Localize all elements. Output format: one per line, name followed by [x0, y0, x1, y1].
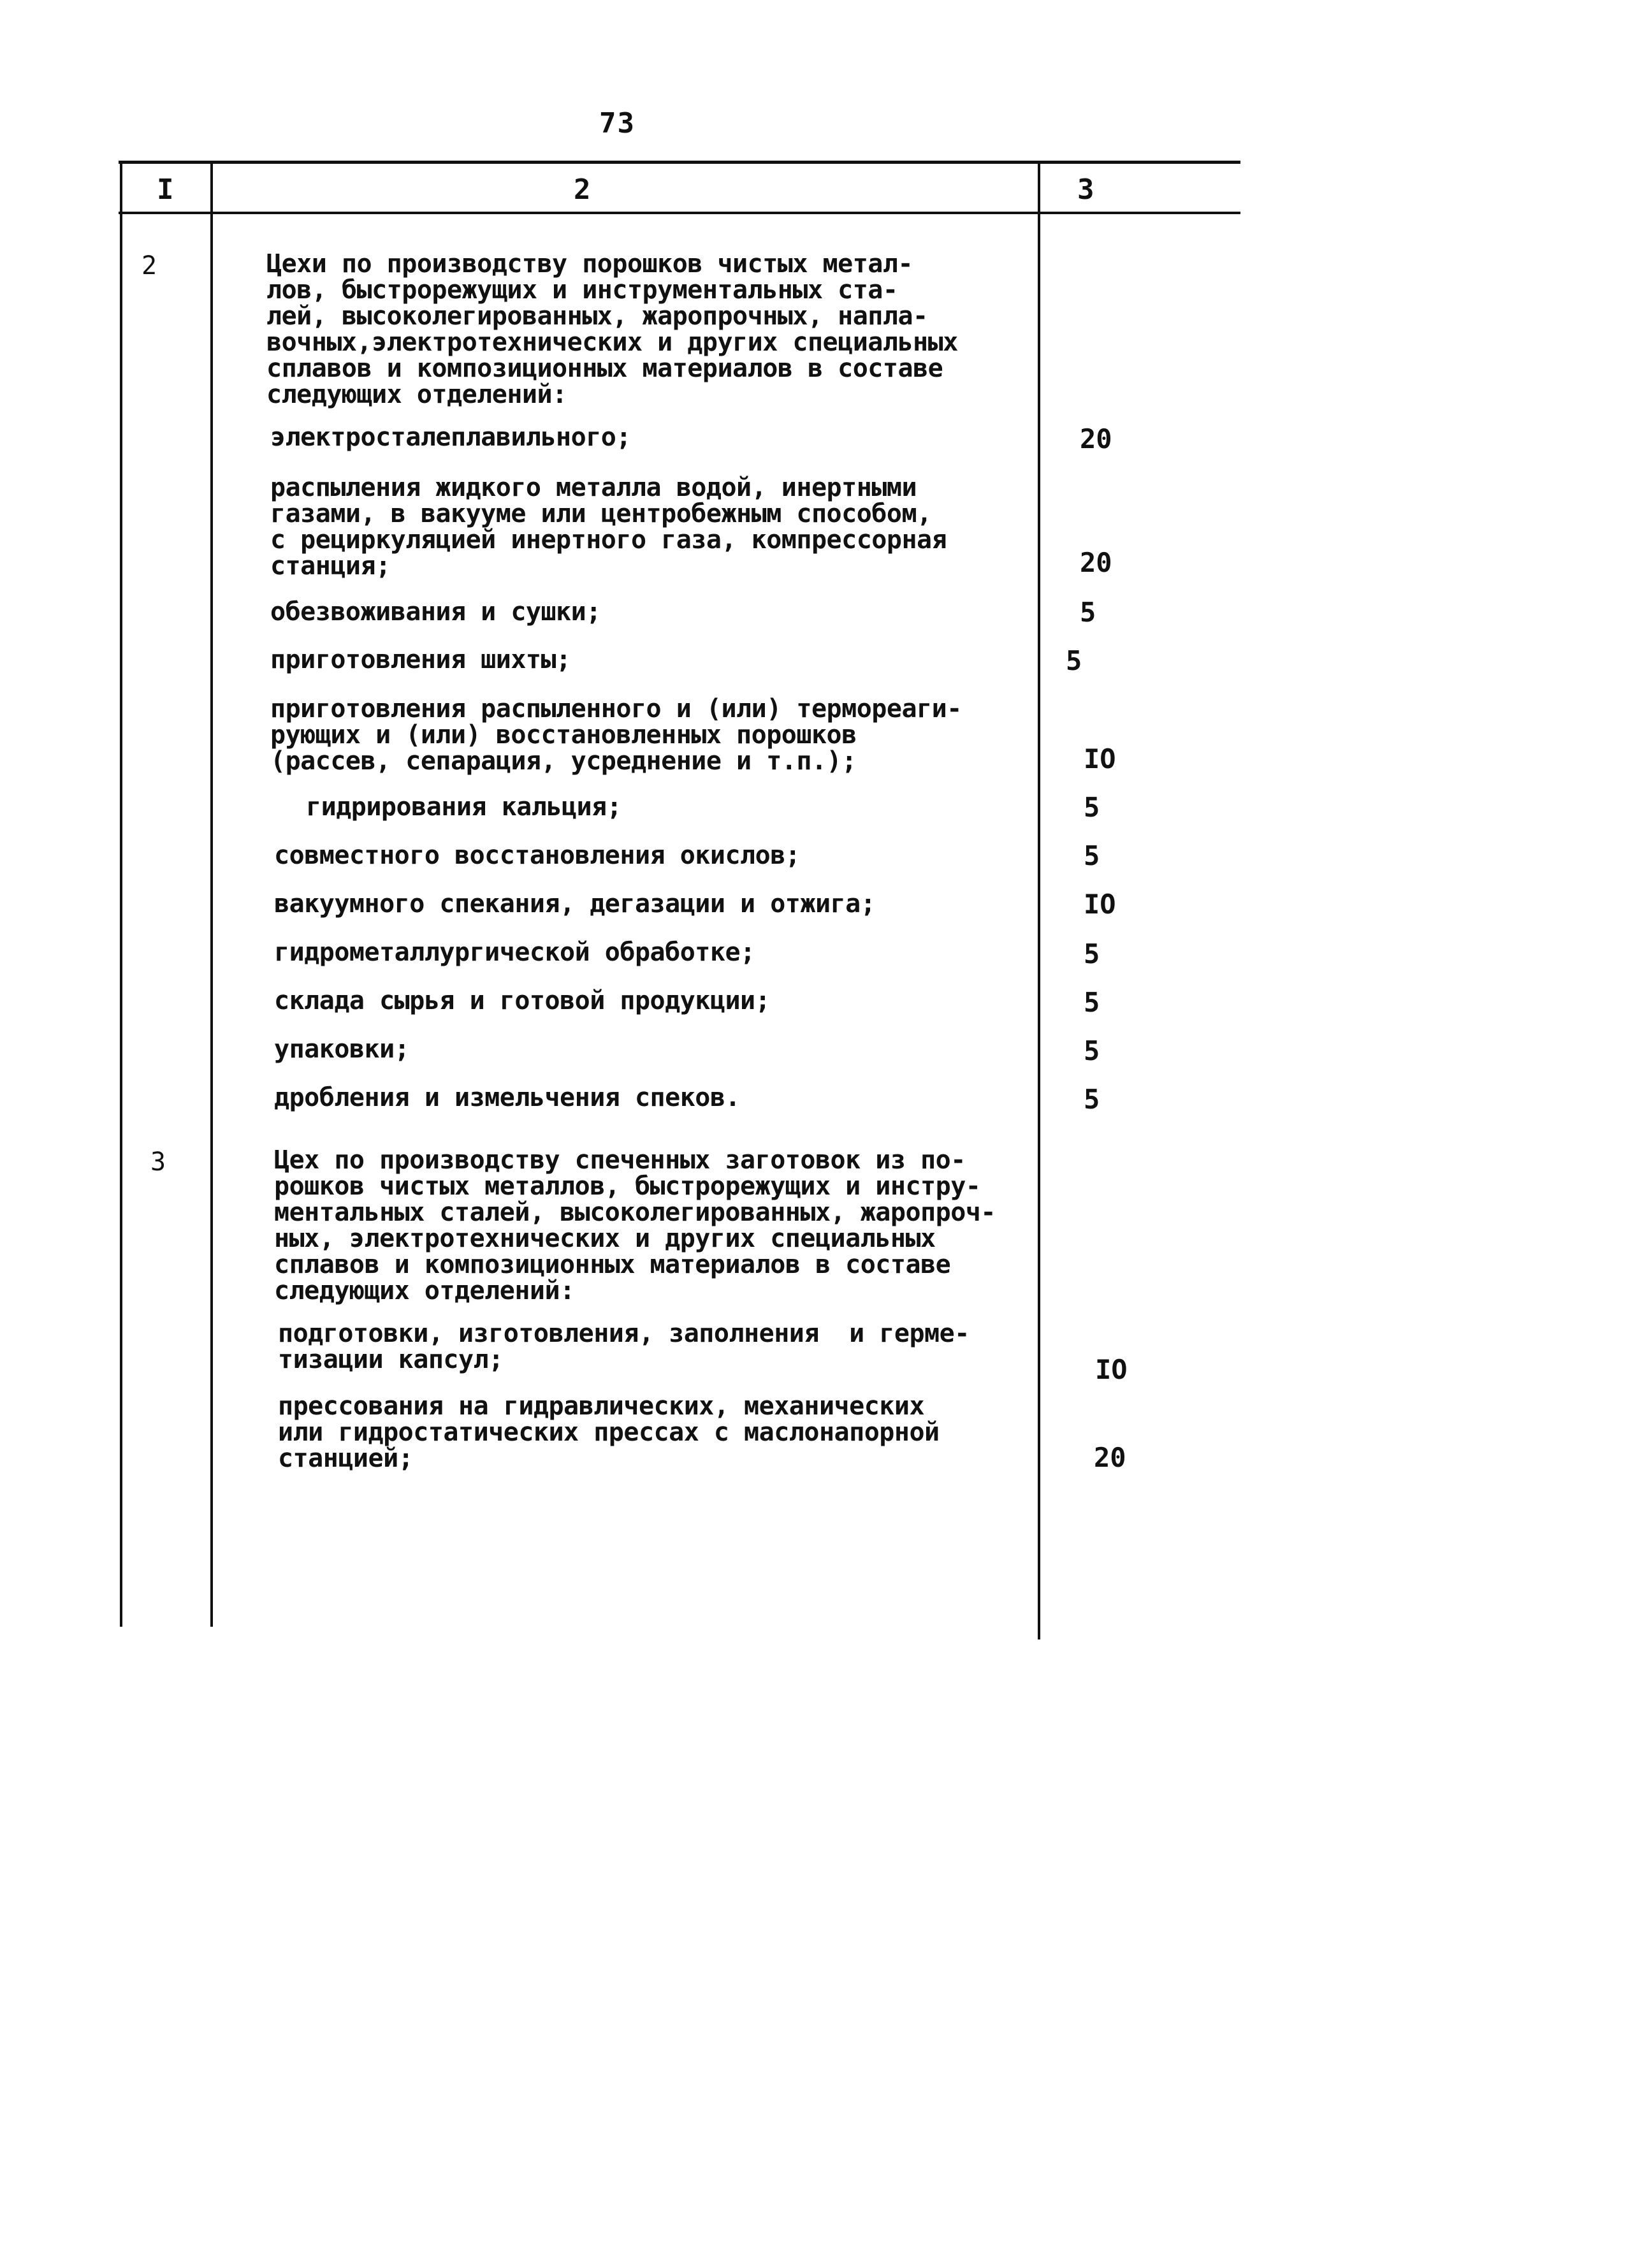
item-text: приготовления распыленного и (или) термореаги- рующих и (или) восстановленных порошков (рассев, сепарация, усреднение и т.п.);	[270, 694, 962, 776]
item-text: дробления и измельчения спеков.	[274, 1083, 741, 1112]
item-value: 5	[1066, 645, 1082, 676]
item-value: 5	[1084, 1035, 1100, 1066]
item-value: 20	[1094, 1442, 1126, 1473]
item-value: IO	[1084, 889, 1116, 920]
item-text: прессования на гидравлических, механических или гидростатических прессах с маслонапорной станцией;	[278, 1392, 940, 1473]
item-value: IO	[1084, 743, 1116, 774]
item-value: 5	[1084, 1084, 1100, 1115]
column-divider-1	[210, 161, 213, 1627]
row-number: 3	[150, 1147, 166, 1177]
item-text: совместного восстановления окислов;	[274, 841, 801, 870]
column-divider-2	[1038, 161, 1040, 1639]
item-text: приготовления шихты;	[270, 645, 571, 674]
item-value: 5	[1084, 938, 1100, 970]
item-text: электросталеплавильного;	[270, 423, 631, 452]
item-text: гидрометаллургической обработке;	[274, 938, 755, 967]
item-value: 5	[1084, 792, 1100, 823]
item-value: 20	[1080, 547, 1112, 578]
page-number: 73	[599, 107, 636, 140]
item-value: 5	[1084, 987, 1100, 1018]
item-text: вакуумного спекания, дегазации и отжига;	[274, 889, 876, 919]
table-left-border	[120, 161, 122, 1627]
item-value: IO	[1095, 1354, 1128, 1385]
item-text: подготовки, изготовления, заполнения и герме- тизации капсул;	[278, 1319, 970, 1374]
column-header-1: I	[157, 173, 174, 206]
section-heading: Цех по производству спеченных заготовок из по- рошков чистых металлов, быстрорежущих и инстру- ментальных сталей, высоколегированных, жаропроч- ных, электротехнических и других специальных сплавов и композиционных материалов в составе следующих отделений:	[274, 1145, 996, 1305]
column-header-2: 2	[574, 173, 591, 206]
item-value: 20	[1080, 423, 1112, 454]
section-heading: Цехи по производству порошков чистых метал- лов, быстрорежущих и инструментальных ста- лей, высоколегированных, жаропрочных, напла- вочных,электротехнических и других специальных сплавов и композиционных материалов в составе следующих отделений:	[266, 249, 958, 409]
item-text: обезвоживания и сушки;	[270, 597, 601, 627]
item-text: склада сырья и готовой продукции;	[274, 986, 771, 1015]
item-value: 5	[1084, 840, 1100, 871]
table-top-rule	[119, 161, 1240, 164]
row-number: 2	[142, 251, 157, 280]
item-text: распыления жидкого металла водой, инертными газами, в вакууме или центробежным способом, с рециркуляцией инертного газа, компрессорная станция;	[270, 473, 947, 581]
column-header-3: 3	[1077, 173, 1094, 206]
item-text: упаковки;	[274, 1035, 410, 1064]
item-text: гидрирования кальция;	[306, 792, 622, 822]
header-bottom-rule	[119, 212, 1240, 214]
item-value: 5	[1080, 597, 1096, 628]
